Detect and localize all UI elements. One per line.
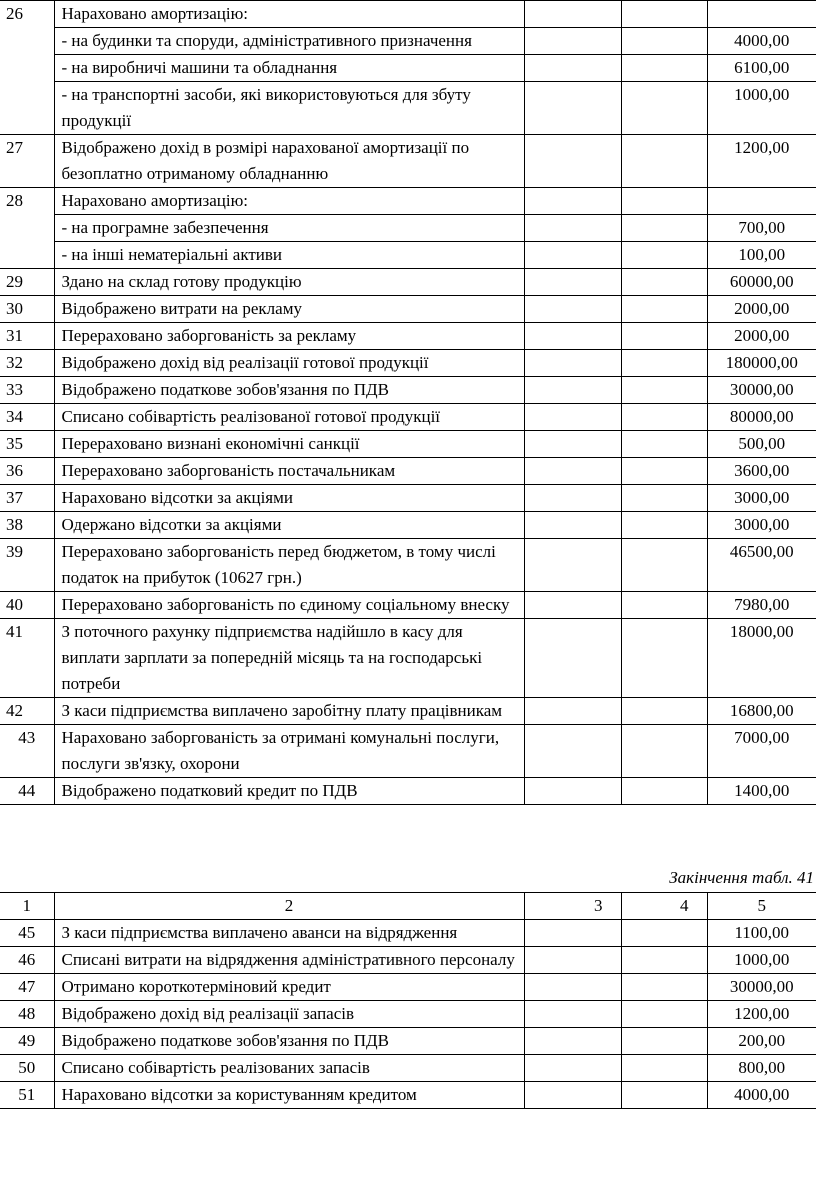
table-row [0,592,816,619]
entry-number: 48 [0,1001,54,1028]
credit-account [621,296,707,323]
debit-account [524,539,621,592]
debit-account [524,1082,621,1109]
entry-description: Відображено податкове зобов'язання по ПДВ [54,377,524,404]
table-row [0,82,816,135]
entry-amount: 7000,00 [707,725,816,778]
debit-account [524,592,621,619]
table-row [0,242,816,269]
entry-number: 26 [0,1,54,135]
credit-account [621,242,707,269]
debit-account [524,1028,621,1055]
credit-account [621,619,707,698]
entry-description: З каси підприємства виплачено заробітну плату працівникам [54,698,524,725]
entry-description: Відображено дохід в розмірі нарахованої амортизації по безоплатно отриманому обладнанню [54,135,524,188]
entry-number: 33 [0,377,54,404]
table-row [0,404,816,431]
entry-amount: 1200,00 [707,1001,816,1028]
credit-account [621,188,707,215]
table-continuation-caption: Закінчення табл. 41 [669,868,814,887]
credit-account [621,725,707,778]
entry-amount: 700,00 [707,215,816,242]
entry-number: 38 [0,512,54,539]
entry-description: Отримано короткотерміновий кредит [54,974,524,1001]
entry-number: 43 [0,725,54,778]
entry-amount: 200,00 [707,1028,816,1055]
entry-number: 50 [0,1055,54,1082]
entry-number: 42 [0,698,54,725]
transactions-table-body [0,1,816,805]
debit-account [524,82,621,135]
credit-account [621,431,707,458]
debit-account [524,485,621,512]
entry-description: Одержано відсотки за акціями [54,512,524,539]
entry-amount: 3000,00 [707,485,816,512]
entry-number: 34 [0,404,54,431]
debit-account [524,350,621,377]
column-header-5: 5 [707,893,816,920]
entry-number: 44 [0,778,54,805]
table-row [0,296,816,323]
entry-amount: 30000,00 [707,377,816,404]
table-row [0,269,816,296]
table-row [0,725,816,778]
table-row [0,135,816,188]
entry-amount: 18000,00 [707,619,816,698]
entry-amount: 800,00 [707,1055,816,1082]
debit-account [524,323,621,350]
column-header-3: 3 [524,893,621,920]
entry-number: 28 [0,188,54,269]
entry-amount: 3600,00 [707,458,816,485]
credit-account [621,323,707,350]
debit-account [524,377,621,404]
debit-account [524,698,621,725]
credit-account [621,1082,707,1109]
table-row [0,778,816,805]
debit-account [524,512,621,539]
table-row [0,1001,816,1028]
table-row [0,458,816,485]
table-row [0,188,816,215]
debit-account [524,458,621,485]
entry-number: 32 [0,350,54,377]
entry-number: 49 [0,1028,54,1055]
credit-account [621,485,707,512]
entry-description: Перераховано заборгованість постачальникам [54,458,524,485]
table-row [0,698,816,725]
debit-account [524,1055,621,1082]
credit-account [621,1028,707,1055]
entry-amount: 16800,00 [707,698,816,725]
entry-description: Відображено податкове зобов'язання по ПДВ [54,1028,524,1055]
entry-description: Відображено витрати на рекламу [54,296,524,323]
column-number-header-row [0,893,816,920]
entry-description: Нараховано відсотки за користуванням кредитом [54,1082,524,1109]
entry-amount: 4000,00 [707,1082,816,1109]
entry-description: Відображено дохід від реалізації запасів [54,1001,524,1028]
entry-amount: 1000,00 [707,82,816,135]
entry-description: Списано собівартість реалізованої готової продукції [54,404,524,431]
entry-amount: 2000,00 [707,296,816,323]
table-row [0,350,816,377]
entry-description: Відображено податковий кредит по ПДВ [54,778,524,805]
entry-number: 30 [0,296,54,323]
table-row [0,431,816,458]
entry-description: Перераховано визнані економічні санкції [54,431,524,458]
entry-description: - на програмне забезпечення [54,215,524,242]
credit-account [621,512,707,539]
column-header-1: 1 [0,893,54,920]
credit-account [621,974,707,1001]
entry-number: 45 [0,920,54,947]
credit-account [621,350,707,377]
credit-account [621,539,707,592]
entry-amount: 3000,00 [707,512,816,539]
entry-number: 51 [0,1082,54,1109]
entry-amount: 1400,00 [707,778,816,805]
table-row [0,920,816,947]
entry-amount [707,1,816,28]
table-row [0,974,816,1001]
credit-account [621,778,707,805]
credit-account [621,592,707,619]
debit-account [524,404,621,431]
entry-amount: 1200,00 [707,135,816,188]
debit-account [524,135,621,188]
entry-description: Нараховано амортизацію: [54,1,524,28]
entry-description: З каси підприємства виплачено аванси на відрядження [54,920,524,947]
table-row [0,1,816,28]
entry-description: Здано на склад готову продукцію [54,269,524,296]
table-row [0,1082,816,1109]
entry-amount: 6100,00 [707,55,816,82]
table-row [0,539,816,592]
credit-account [621,28,707,55]
entry-number: 39 [0,539,54,592]
entry-number: 36 [0,458,54,485]
entry-description: Перераховано заборгованість за рекламу [54,323,524,350]
table-row [0,512,816,539]
entry-description: Списані витрати на відрядження адміністративного персоналу [54,947,524,974]
debit-account [524,778,621,805]
credit-account [621,269,707,296]
entry-amount: 100,00 [707,242,816,269]
entry-description: Перераховано заборгованість по єдиному соціальному внеску [54,592,524,619]
entry-number: 37 [0,485,54,512]
entry-amount: 1000,00 [707,947,816,974]
entry-amount: 7980,00 [707,592,816,619]
credit-account [621,215,707,242]
entry-description: Перераховано заборгованість перед бюджетом, в тому числі податок на прибуток (10627 грн.) [54,539,524,592]
table-row [0,619,816,698]
credit-account [621,458,707,485]
debit-account [524,1001,621,1028]
entry-number: 27 [0,135,54,188]
column-header-2: 2 [54,893,524,920]
debit-account [524,974,621,1001]
credit-account [621,698,707,725]
entry-description: Нараховано заборгованість за отримані комунальні послуги, послуги зв'язку, охорони [54,725,524,778]
debit-account [524,242,621,269]
entry-description: Списано собівартість реалізованих запасів [54,1055,524,1082]
table-row [0,215,816,242]
entry-amount: 1100,00 [707,920,816,947]
table-row [0,485,816,512]
debit-account [524,28,621,55]
entry-number: 47 [0,974,54,1001]
table-row [0,947,816,974]
debit-account [524,296,621,323]
debit-account [524,619,621,698]
entry-amount [707,188,816,215]
entry-amount: 30000,00 [707,974,816,1001]
transactions-table-continued-body [0,920,816,1109]
entry-number: 35 [0,431,54,458]
entry-amount: 46500,00 [707,539,816,592]
credit-account [621,377,707,404]
table-row [0,323,816,350]
credit-account [621,135,707,188]
credit-account [621,404,707,431]
table-row [0,1055,816,1082]
entry-description: З поточного рахунку підприємства надійшло в касу для виплати зарплати за попередній місяць та на господарські потреби [54,619,524,698]
entry-description: - на будинки та споруди, адміністративного призначення [54,28,524,55]
table-row [0,55,816,82]
debit-account [524,920,621,947]
entry-description: - на виробничі машини та обладнання [54,55,524,82]
credit-account [621,55,707,82]
entry-description: Нараховано амортизацію: [54,188,524,215]
debit-account [524,1,621,28]
entry-number: 31 [0,323,54,350]
debit-account [524,269,621,296]
credit-account [621,1001,707,1028]
entry-description: - на транспортні засоби, які використовуються для збуту продукції [54,82,524,135]
entry-amount: 180000,00 [707,350,816,377]
table-row [0,377,816,404]
entry-number: 29 [0,269,54,296]
entry-amount: 4000,00 [707,28,816,55]
debit-account [524,215,621,242]
entry-number: 40 [0,592,54,619]
entry-amount: 60000,00 [707,269,816,296]
credit-account [621,947,707,974]
column-header-4: 4 [621,893,707,920]
debit-account [524,725,621,778]
credit-account [621,920,707,947]
debit-account [524,431,621,458]
entry-number: 41 [0,619,54,698]
entry-description: Нараховано відсотки за акціями [54,485,524,512]
credit-account [621,1055,707,1082]
table-row [0,28,816,55]
table-row [0,1028,816,1055]
entry-amount: 2000,00 [707,323,816,350]
transactions-table-continued [0,892,816,1109]
credit-account [621,1,707,28]
entry-number: 46 [0,947,54,974]
credit-account [621,82,707,135]
entry-description: Відображено дохід від реалізації готової продукції [54,350,524,377]
debit-account [524,188,621,215]
entry-description: - на інші нематеріальні активи [54,242,524,269]
debit-account [524,947,621,974]
entry-amount: 80000,00 [707,404,816,431]
debit-account [524,55,621,82]
entry-amount: 500,00 [707,431,816,458]
